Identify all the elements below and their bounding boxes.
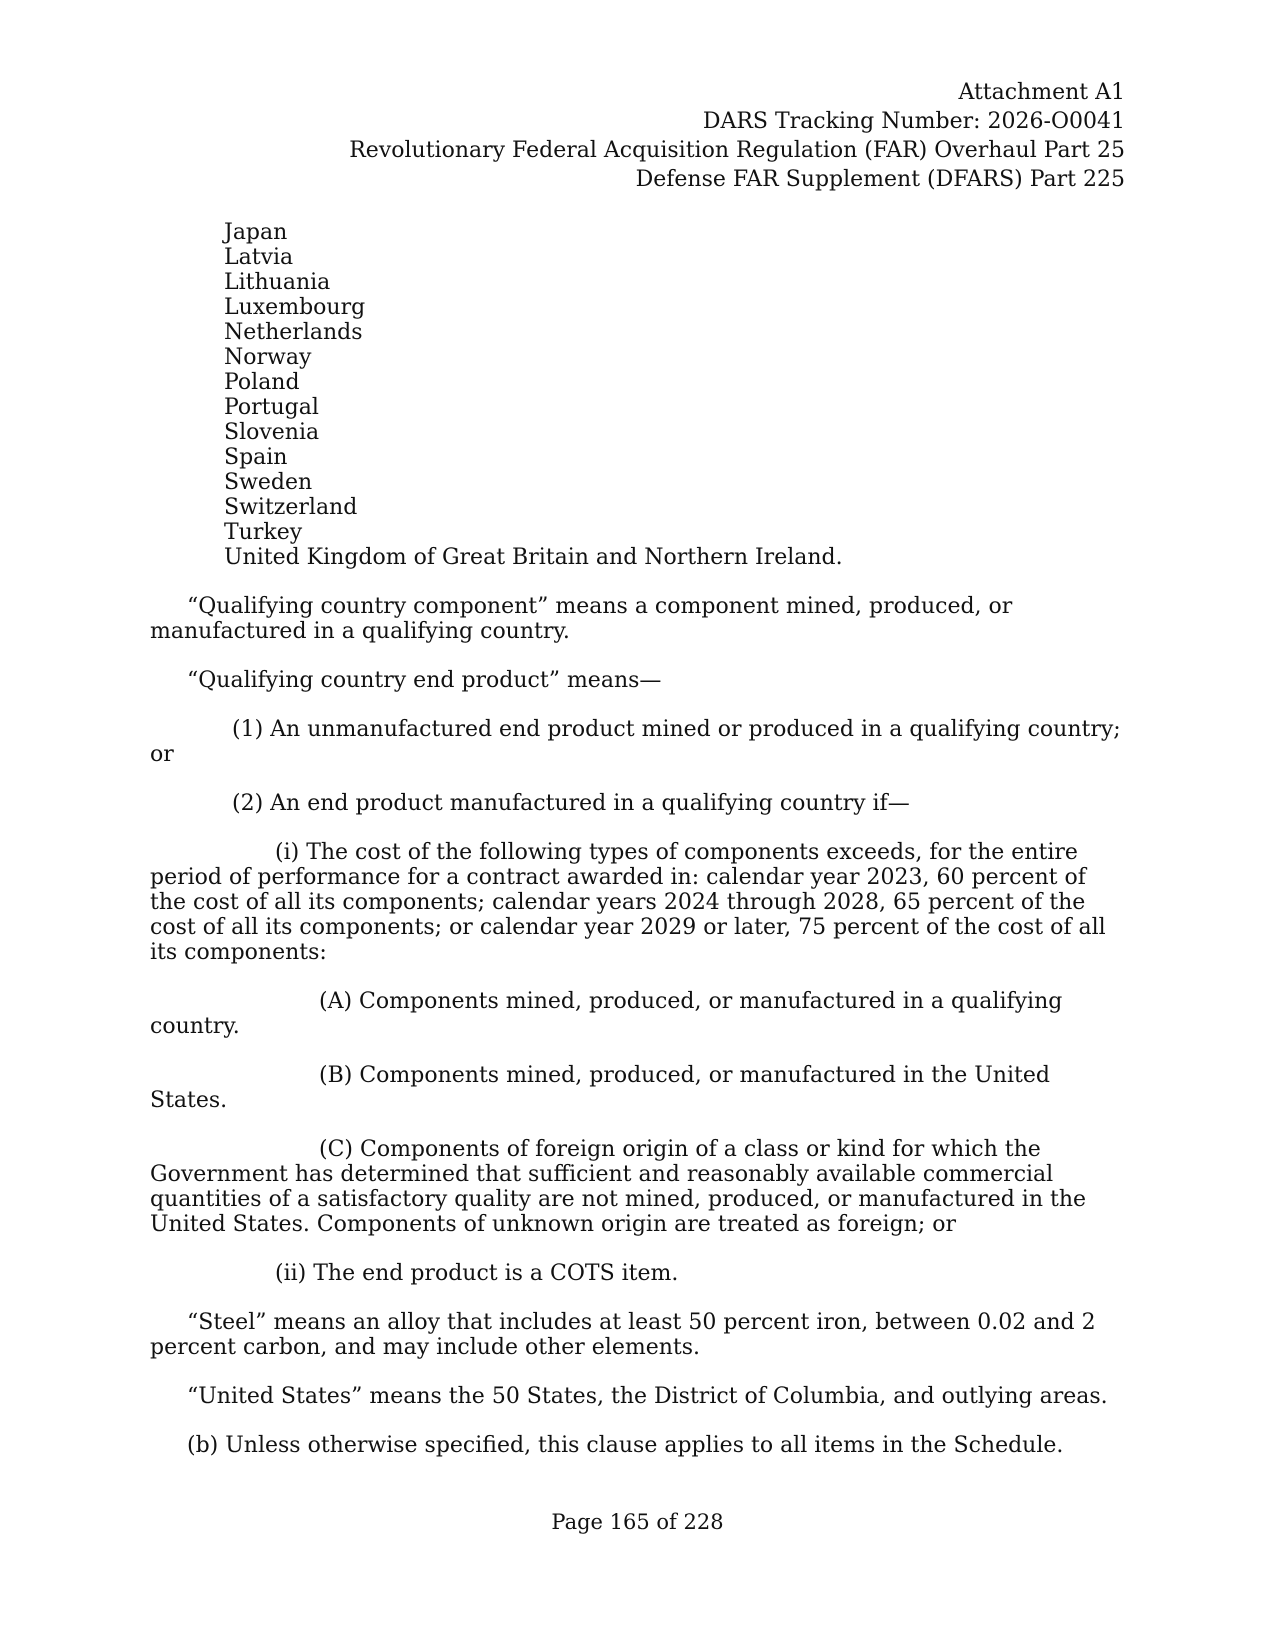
list-item: Switzerland — [224, 495, 358, 520]
page-number: Page 165 of 228 — [551, 1510, 724, 1534]
list-item: Spain — [224, 445, 288, 470]
paragraph-b: (b) Unless otherwise specified, this clause applies to all items in the Schedule. — [187, 1433, 1064, 1458]
list-item: Norway — [224, 345, 312, 370]
qualifying-country-list — [224, 220, 1125, 570]
header-far-part: Revolutionary Federal Acquisition Regulation (FAR) Overhaul Part 25 — [349, 138, 1125, 163]
list-item: Latvia — [224, 245, 294, 270]
list-item: Sweden — [224, 470, 313, 495]
list-item: Japan — [224, 220, 288, 245]
header-tracking-number: DARS Tracking Number: 2026-O0041 — [702, 109, 1125, 134]
definition-steel: “Steel” means an alloy that includes at least 50 percent iron, between 0.02 and 2 percent carbon, and may include other elements. — [150, 1310, 1096, 1360]
definition-united-states: “United States” means the 50 States, the District of Columbia, and outlying areas. — [187, 1384, 1108, 1409]
paragraph-B: (B) Components mined, produced, or manufactured in the United States. — [150, 1063, 1050, 1113]
paragraph-1: (1) An unmanufactured end product mined or produced in a qualifying country; or — [150, 717, 1121, 767]
paragraph-i: (i) The cost of the following types of components exceeds, for the entire period of performance for a contract awarded in: calendar year 2023, 60 percent of the cost of all its components; calendar years 2024 through 2028, 65 percent of the cost of all its components; or calendar year 2029 or later, 75 percent of the cost of all its components: — [150, 840, 1106, 965]
list-item: United Kingdom of Great Britain and Northern Ireland. — [224, 545, 843, 570]
list-item: Slovenia — [224, 420, 320, 445]
list-item: Portugal — [224, 395, 319, 420]
paragraph-A: (A) Components mined, produced, or manufactured in a qualifying country. — [150, 989, 1063, 1039]
header-dfars-part: Defense FAR Supplement (DFARS) Part 225 — [635, 167, 1125, 192]
page-header — [349, 78, 1125, 194]
list-item: Turkey — [224, 520, 303, 545]
document-body — [150, 220, 1125, 1458]
paragraph-2: (2) An end product manufactured in a qualifying country if— — [232, 791, 910, 816]
list-item: Netherlands — [224, 320, 363, 345]
definition-qualifying-country-end-product: “Qualifying country end product” means— — [187, 668, 662, 693]
paragraph-ii: (ii) The end product is a COTS item. — [275, 1261, 679, 1286]
header-attachment: Attachment A1 — [958, 80, 1125, 105]
list-item: Poland — [224, 370, 300, 395]
list-item: Lithuania — [224, 270, 331, 295]
list-item: Luxembourg — [224, 295, 366, 320]
definition-qualifying-country-component: “Qualifying country component” means a component mined, produced, or manufactured in a qualifying country. — [150, 594, 1013, 644]
paragraph-C: (C) Components of foreign origin of a class or kind for which the Government has determined that sufficient and reasonably available commercial quantities of a satisfactory quality are not mined, produced, or manufactured in the United States. Components of unknown origin are treated as foreign; or — [150, 1137, 1087, 1237]
